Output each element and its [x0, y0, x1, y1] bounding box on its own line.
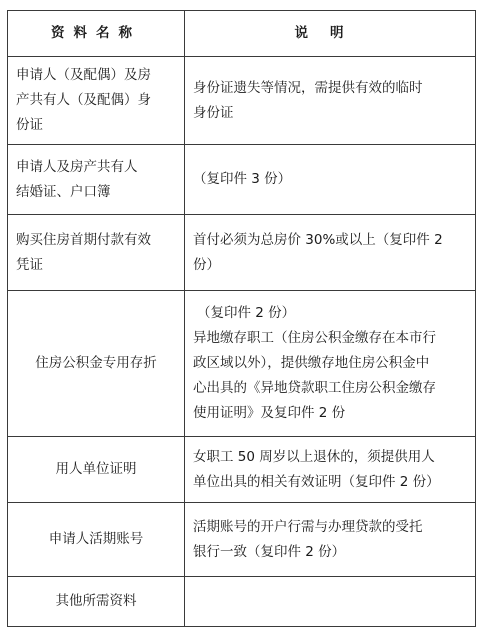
material-name-cell — [8, 503, 185, 577]
material-name-cell — [8, 291, 185, 437]
table-row — [8, 145, 476, 215]
material-name-line: 申请人（及配偶）及房 — [16, 67, 151, 83]
table-row — [8, 577, 476, 627]
description-cell — [185, 503, 476, 577]
table-row — [8, 503, 476, 577]
description-line: 活期账号的开户行需与办理贷款的受托 — [193, 518, 423, 535]
material-name-line: 申请人及房产共有人 — [16, 158, 138, 175]
materials-table — [7, 10, 476, 627]
material-name-line: 产共有人（及配偶）身 — [16, 92, 151, 108]
material-name-line: 购买住房首期付款有效 — [16, 231, 151, 248]
description-line: 心出具的《异地贷款职工住房公积金缴存 — [193, 380, 436, 396]
description-cell — [185, 437, 476, 503]
description-line: （复印件 3 份） — [193, 171, 292, 187]
table-header-row — [8, 11, 476, 57]
description-line: （复印件 2 份） — [197, 305, 296, 321]
description-line: 异地缴存职工（住房公积金缴存在本市行 — [193, 330, 436, 346]
material-name-line: 其他所需资料 — [55, 593, 137, 609]
description-line: 身份证遗失等情况，需提供有效的临时 — [193, 79, 423, 96]
description-line: 份） — [193, 256, 220, 273]
material-name-line: 住房公积金专用存折 — [35, 355, 157, 371]
description-cell — [185, 291, 476, 437]
description-line: 首付必须为总房价 30%或以上（复印件 2 — [193, 231, 443, 248]
description-line: 使用证明》及复印件 2 份 — [193, 405, 346, 421]
description-line: 银行一致（复印件 2 份） — [193, 543, 346, 560]
material-name-cell — [8, 577, 185, 627]
description-line: 政区域以外），提供缴存地住房公积金中 — [193, 355, 430, 371]
material-name-cell — [8, 215, 185, 291]
description-cell — [185, 577, 476, 627]
material-name-cell — [8, 57, 185, 145]
description-line: 身份证 — [193, 104, 234, 121]
material-name-cell — [8, 437, 185, 503]
table-row — [8, 437, 476, 503]
description-line: 单位出具的相关有效证明（复印件 2 份） — [193, 473, 440, 490]
table-row — [8, 291, 476, 437]
header-description: 说明 — [185, 11, 476, 57]
material-name-line: 结婚证、户口簿 — [16, 183, 111, 200]
material-name-line: 申请人活期账号 — [48, 531, 144, 547]
description-cell — [185, 57, 476, 145]
header-material-name: 资料名称 — [8, 11, 185, 57]
table-row — [8, 57, 476, 145]
description-cell — [185, 145, 476, 215]
description-line: 女职工 50 周岁以上退休的，须提供用人 — [193, 448, 435, 465]
table-row — [8, 215, 476, 291]
material-name-line: 份证 — [16, 117, 43, 133]
material-name-line: 凭证 — [16, 256, 43, 273]
material-name-cell — [8, 145, 185, 215]
material-name-line: 用人单位证明 — [55, 461, 137, 477]
description-cell — [185, 215, 476, 291]
